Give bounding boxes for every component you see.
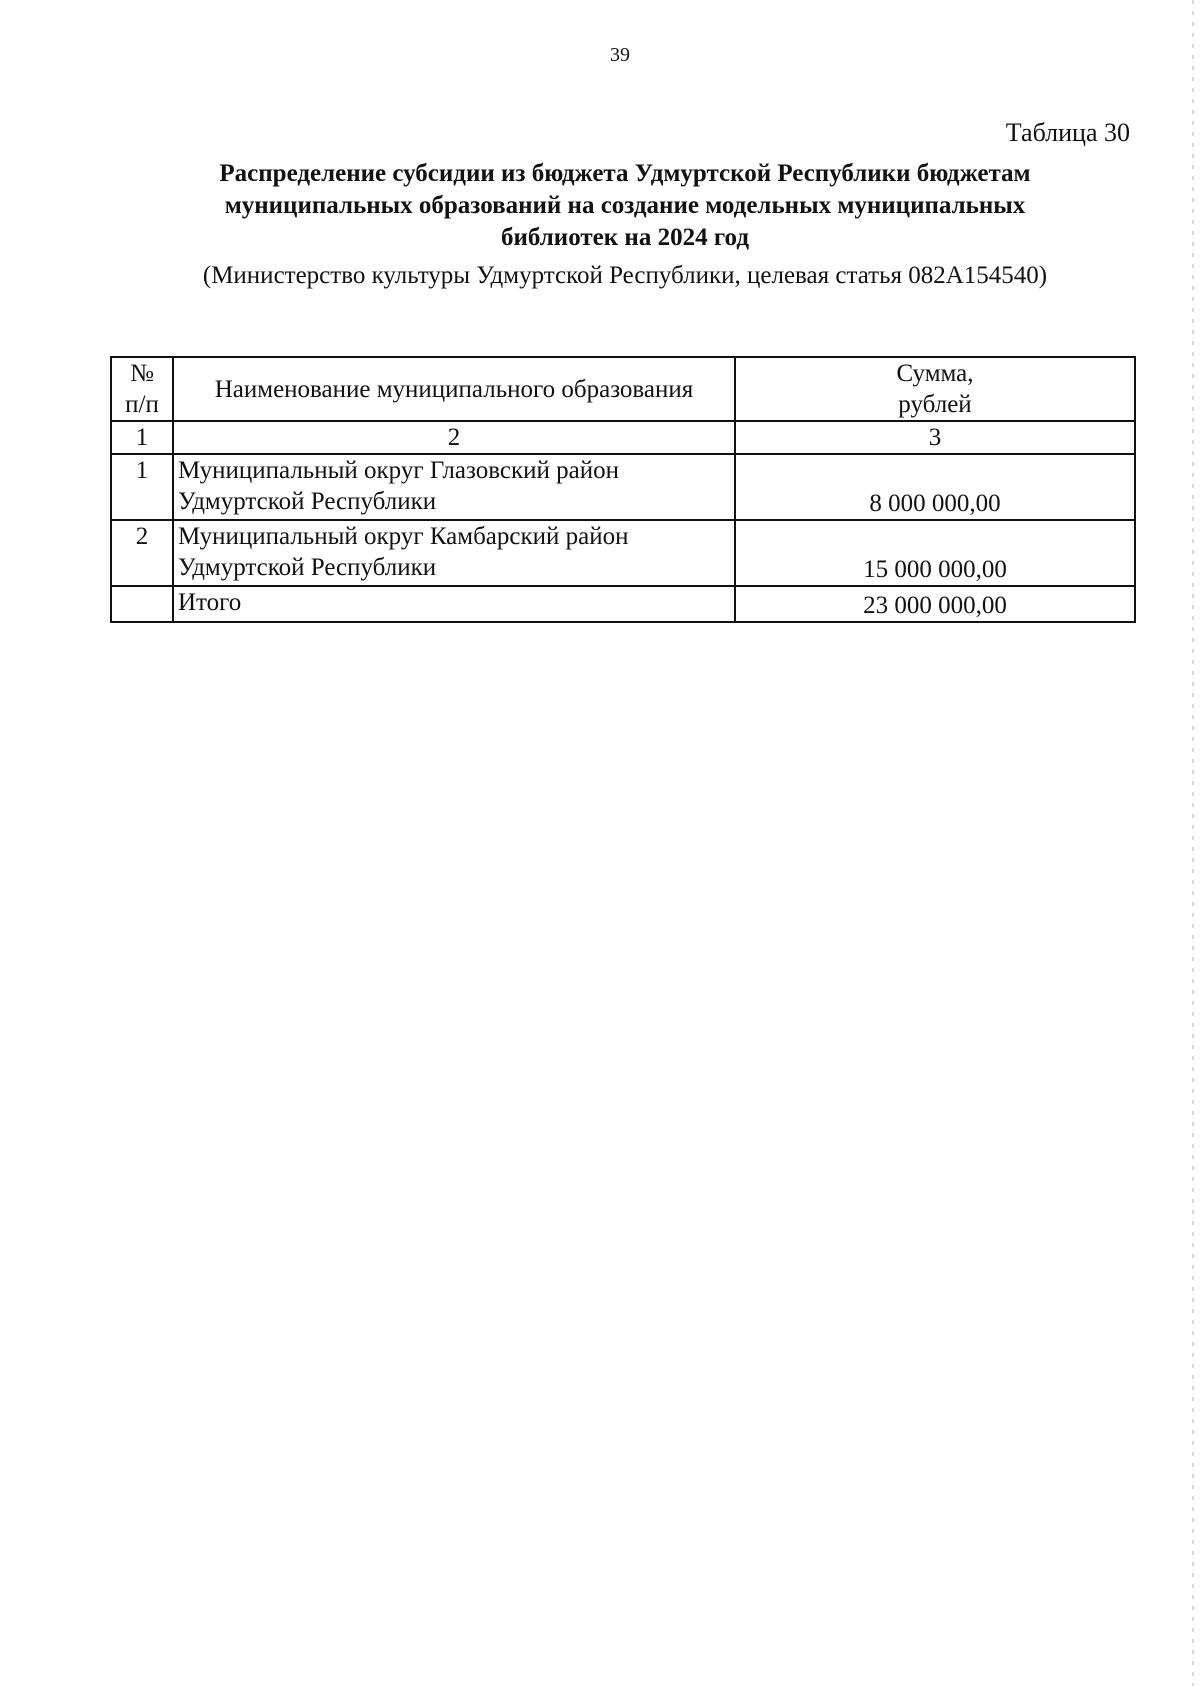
row-name: [173, 520, 735, 586]
document-title: [110, 158, 1140, 254]
table-row: [111, 454, 1135, 520]
row-name-line-2: Удмуртской Республики: [178, 488, 437, 515]
row-name: [173, 454, 735, 520]
column-index: 3: [735, 421, 1135, 454]
row-sum: 15 000 000,00: [735, 520, 1135, 586]
title-line-3: библиотек на 2024 год: [501, 224, 749, 251]
header-name: Наименование муниципального образования: [173, 357, 735, 421]
header-number-line-2: п/п: [125, 391, 159, 418]
row-number: 1: [111, 454, 173, 520]
total-row: [111, 586, 1135, 622]
title-line-1: Распределение субсидии из бюджета Удмуртской Республики бюджетам: [219, 160, 1031, 187]
row-name-line-2: Удмуртской Республики: [178, 554, 437, 581]
header-number-line-1: №: [130, 360, 154, 387]
total-sum: 23 000 000,00: [735, 586, 1135, 622]
column-index: 1: [111, 421, 173, 454]
total-label: Итого: [173, 586, 735, 622]
subsidy-table: [110, 356, 1136, 623]
table-row: [111, 520, 1135, 586]
page-number: 39: [610, 44, 630, 66]
header-number: [111, 357, 173, 421]
row-name-line-1: Муниципальный округ Глазовский район: [178, 457, 619, 484]
document-subtitle: (Министерство культуры Удмуртской Республики, целевая статья 082А154540): [202, 262, 1048, 289]
column-index: 2: [173, 421, 735, 454]
row-name-line-1: Муниципальный округ Камбарский район: [178, 523, 629, 550]
row-number: 2: [111, 520, 173, 586]
table-caption: Таблица 30: [1005, 118, 1130, 147]
table-header-row: [111, 357, 1135, 421]
header-sum-line-1: Сумма,: [896, 360, 974, 387]
header-sum-line-2: рублей: [898, 391, 972, 418]
header-sum: [735, 357, 1135, 421]
total-number: [111, 586, 173, 622]
column-index-row: [111, 421, 1135, 454]
row-sum: 8 000 000,00: [735, 454, 1135, 520]
scan-edge-artifact: [1192, 0, 1194, 1686]
title-line-2: муниципальных образований на создание модельных муниципальных: [224, 192, 1026, 219]
